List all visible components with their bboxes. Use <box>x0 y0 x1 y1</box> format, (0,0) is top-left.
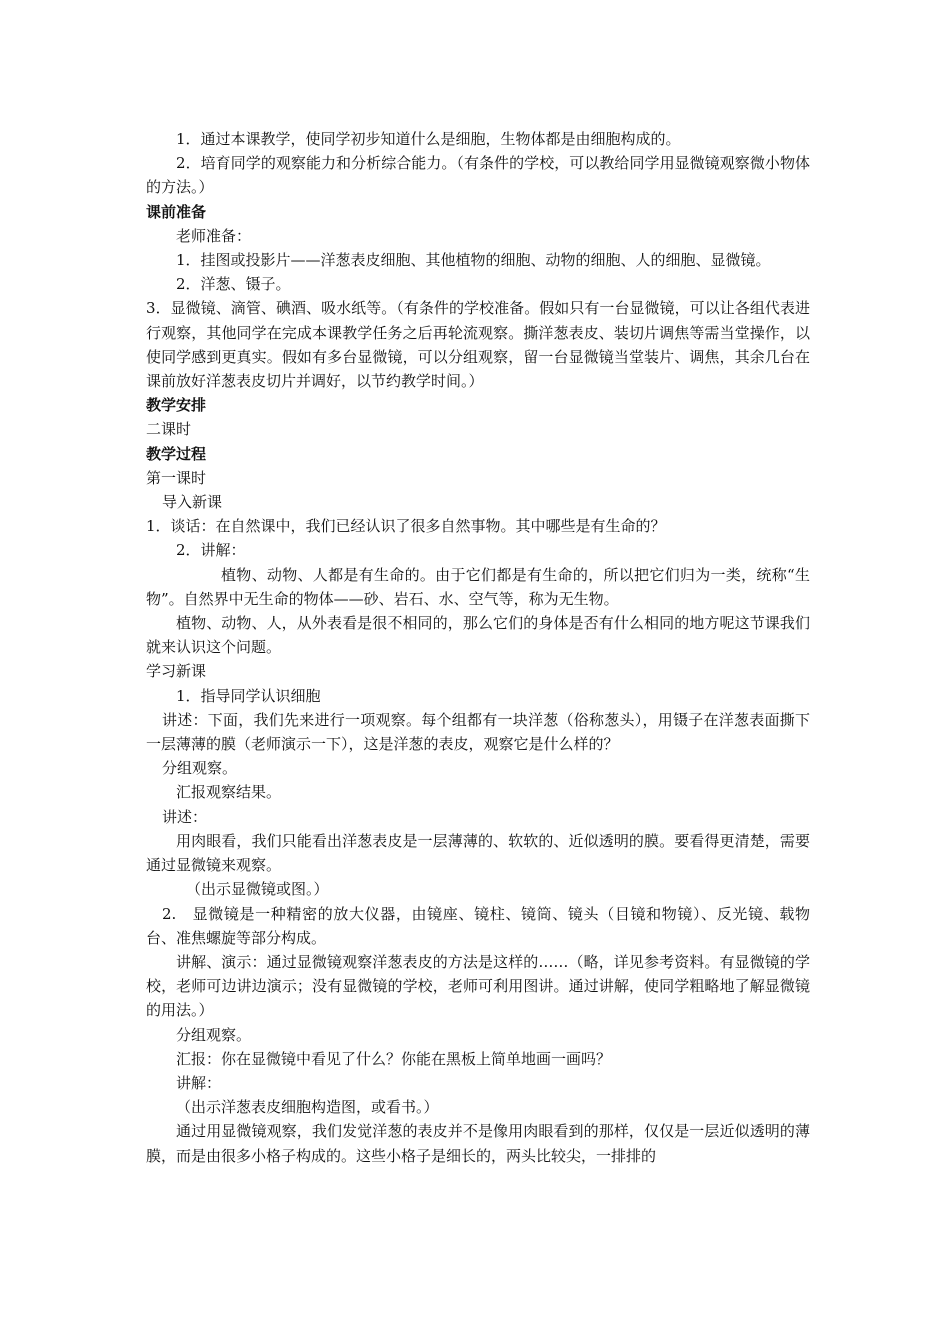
document-page <box>146 127 810 1168</box>
intro-new-lesson: 导入新课 <box>162 493 223 512</box>
demonstrate-method: 讲解、演示：通过显微镜观察洋葱表皮的方法是这样的……（略，详见参考资料。有显微镜的学校，老师可边讲边演示；没有显微镜的学校，老师可利用图讲。通过讲解，使同学粗略地了解显微镜的用法。） <box>146 952 810 1020</box>
microscope-description: 2. 显微镜是一种精密的放大仪器，由镜座、镜柱、镜筒、镜头（目镜和物镜）、反光镜、载物台、准焦螺旋等部分构成。 <box>146 904 810 947</box>
schedule-text: 二课时 <box>146 420 192 439</box>
heading-process: 教学过程 <box>146 444 207 463</box>
explain-label: 讲解： <box>176 1073 222 1092</box>
talk-item: 1．谈话：在自然课中，我们已经认识了很多自然事物。其中哪些是有生命的？ <box>146 517 666 536</box>
objective-1: 1．通过本课教学，使同学初步知道什么是细胞，生物体都是由细胞构成的。 <box>176 130 681 148</box>
explain-item: 2．讲解： <box>176 541 246 560</box>
prep-item-3: 3．显微镜、滴管、碘酒、吸水纸等。（有条件的学校准备。假如只有一台显微镜，可以让各组代表进行观察，其他同学在完成本课教学任务之后再轮流观察。撕洋葱表皮、装切片调焦等需当堂操作，以使同学感到更真实。假如有多台显微镜，可以分组观察，留一台显微镜当堂装片、调焦，其余几台在课前放好洋葱表皮切片并调好，以节约教学时间。） <box>146 299 810 391</box>
show-cell-diagram: （出示洋葱表皮细胞构造图，或看书。） <box>176 1098 439 1117</box>
report-drawing: 汇报：你在显微镜中看见了什么？你能在黑板上简单地画一画吗？ <box>176 1049 612 1068</box>
heading-preparation: 课前准备 <box>146 202 207 221</box>
naked-eye-text: 用肉眼看，我们只能看出洋葱表皮是一层薄薄的、软软的、近似透明的膜。要看得更清楚，需要通过显微镜来观察。 <box>146 831 810 875</box>
prep-item-2: 2．洋葱、镊子。 <box>176 275 291 294</box>
first-lesson: 第一课时 <box>146 468 207 487</box>
report-results: 汇报观察结果。 <box>176 783 282 802</box>
show-microscope: （出示显微镜或图。） <box>186 880 329 899</box>
narrate-label: 讲述： <box>162 807 208 826</box>
narrate-observation: 讲述：下面，我们先来进行一项观察。每个组都有一块洋葱（俗称葱头），用镊子在洋葱表面撕下一层薄薄的膜（老师演示一下），这是洋葱的表皮，观察它是什么样的？ <box>146 710 810 754</box>
explain-question: 植物、动物、人，从外表看是很不相同的，那么它们的身体是否有什么相同的地方呢这节课我们就来认识这个问题。 <box>146 614 810 657</box>
teacher-prep-label: 老师准备： <box>176 226 252 245</box>
heading-schedule: 教学安排 <box>146 396 207 415</box>
group-observe-2: 分组观察。 <box>176 1025 252 1044</box>
guide-cells: 1．指导同学认识细胞 <box>176 686 321 705</box>
group-observe-1: 分组观察。 <box>162 759 238 778</box>
explain-living-things: 植物、动物、人都是有生命的。由于它们都是有生命的，所以把它们归为一类，统称“生物”。自然界中无生命的物体——砂、岩石、水、空气等，称为无生物。 <box>146 565 810 608</box>
prep-item-1: 1．挂图或投影片——洋葱表皮细胞、其他植物的细胞、动物的细胞、人的细胞、显微镜。 <box>176 251 771 270</box>
objective-2: 2．培育同学的观察能力和分析综合能力。（有条件的学校，可以教给同学用显微镜观察微小物体的方法。） <box>146 154 810 197</box>
conclusion-text: 通过用显微镜观察，我们发觉洋葱的表皮并不是像用肉眼看到的那样，仅仅是一层近似透明的薄膜，而是由很多小格子构成的。这些小格子是细长的，两头比较尖，一排排的 <box>146 1122 810 1165</box>
learn-new-lesson: 学习新课 <box>146 662 207 681</box>
